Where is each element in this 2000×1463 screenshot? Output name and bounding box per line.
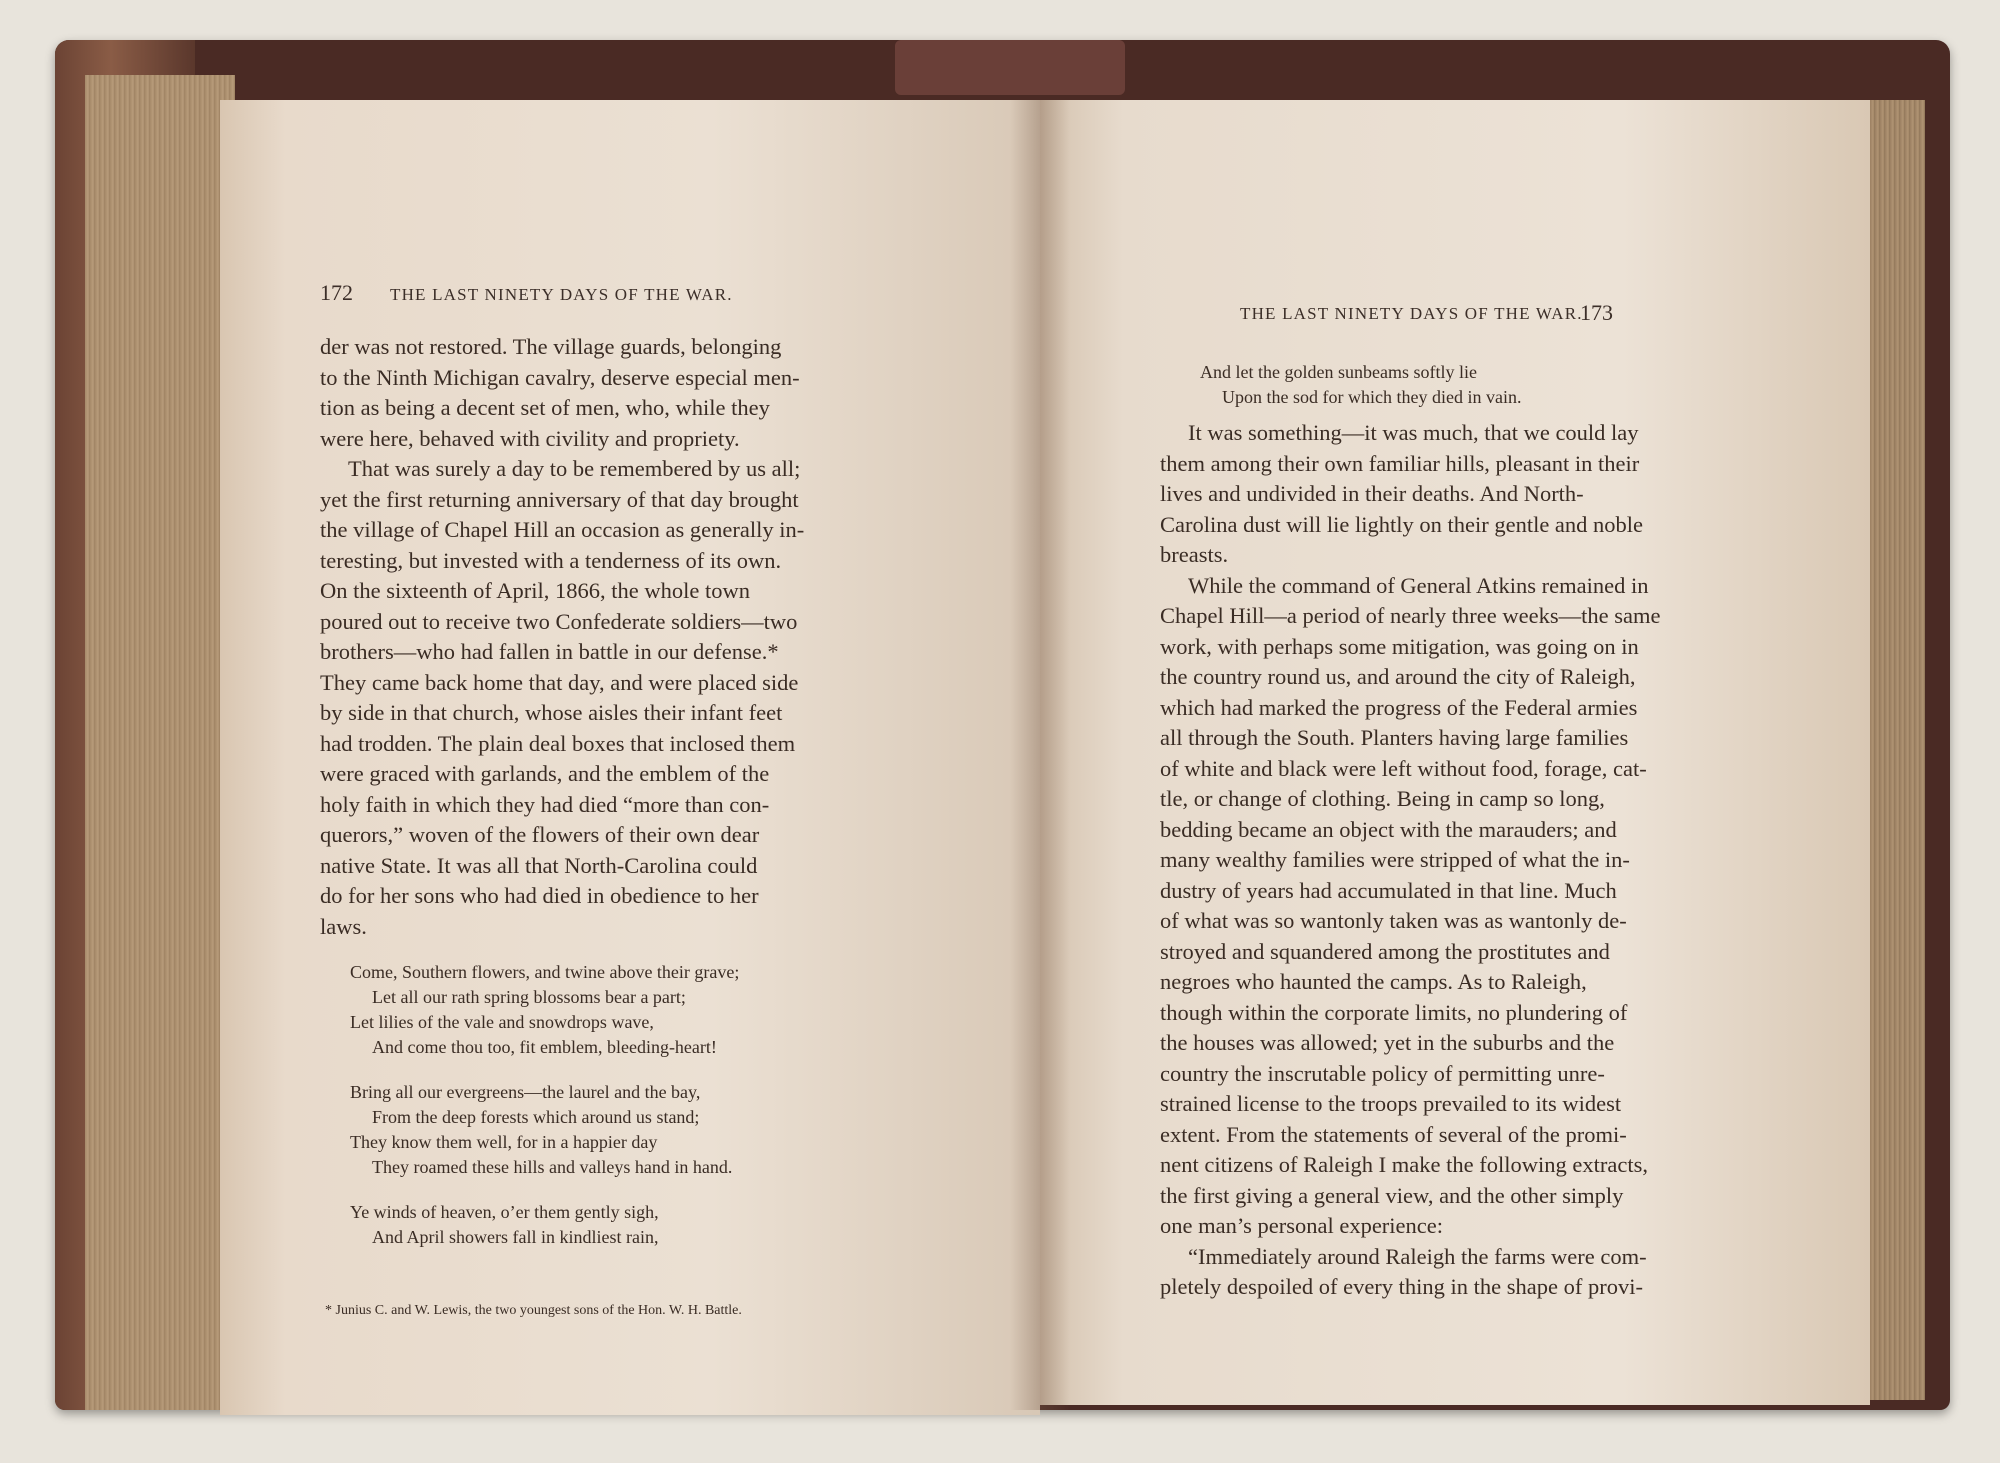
text-line: the village of Chapel Hill an occasion as generally in-	[320, 517, 805, 542]
book-gutter	[1010, 100, 1070, 1410]
verse-line: And let the golden sunbeams softly lie	[1200, 362, 1477, 382]
text-line: querors,” woven of the flowers of their own dear	[320, 822, 760, 847]
verse-line: Come, Southern flowers, and twine above their grave;	[350, 962, 740, 982]
text-line: were graced with garlands, and the emblem of the	[320, 761, 770, 786]
text-line: On the sixteenth of April, 1866, the whole town	[320, 578, 750, 603]
text-line: extent. From the statements of several of the promi-	[1160, 1121, 1627, 1147]
text-line: the country round us, and around the city of Raleigh,	[1160, 664, 1636, 689]
text-line: bedding became an object with the marauders; and	[1160, 816, 1617, 842]
text-line: though within the corporate limits, no plundering of	[1160, 999, 1628, 1025]
text-line: by side in that church, whose aisles their infant feet	[320, 700, 783, 725]
right-page	[1040, 100, 1870, 1405]
text-line: stroyed and squandered among the prostitutes and	[1160, 938, 1610, 964]
right-body-text	[1160, 418, 1780, 1303]
text-line: brothers—who had fallen in battle in our defense.*	[320, 639, 779, 664]
text-line: negroes who haunted the camps. As to Raleigh,	[1160, 969, 1587, 994]
text-line: yet the first returning anniversary of that day brought	[320, 486, 799, 512]
text-line: work, with perhaps some mitigation, was going on in	[1160, 633, 1639, 659]
text-line: all through the South. Planters having large families	[1160, 725, 1629, 750]
text-line: der was not restored. The village guards, belonging	[320, 334, 782, 359]
verse-line: They know them well, for in a happier day	[350, 1132, 658, 1152]
text-line: tion as being a decent set of men, who, while they	[320, 395, 770, 420]
verse-line: Upon the sod for which they died in vain.	[1222, 387, 1522, 407]
verse-line: And April showers fall in kindliest rain,	[372, 1227, 659, 1247]
text-line: “Immediately around Raleigh the farms were com-	[1188, 1243, 1647, 1269]
text-line: breasts.	[1160, 542, 1229, 567]
text-line: of what was so wantonly taken was as wantonly de-	[1160, 908, 1627, 933]
verse-line: Ye winds of heaven, o’er them gently sigh,	[350, 1202, 659, 1222]
text-line: holy faith in which they had died “more than con-	[320, 791, 770, 817]
text-line: That was surely a day to be remembered by us all;	[348, 456, 801, 481]
text-line: lives and undivided in their deaths. And North-	[1160, 481, 1584, 506]
left-page-number: 172	[320, 280, 353, 305]
text-line: It was something—it was much, that we could lay	[1188, 420, 1639, 445]
text-line: strained license to the troops prevailed to its widest	[1160, 1091, 1622, 1116]
text-line: them among their own familiar hills, pleasant in their	[1160, 450, 1640, 476]
left-fore-edge	[85, 75, 235, 1410]
text-line: native State. It was all that North-Carolina could	[320, 852, 758, 878]
text-line: While the command of General Atkins remained in	[1188, 572, 1649, 598]
text-line: teresting, but invested with a tenderness of its own.	[320, 547, 782, 573]
left-running-head: THE LAST NINETY DAYS OF THE WAR.	[390, 285, 733, 304]
text-line: Chapel Hill—a period of nearly three weeks—the same	[1160, 603, 1661, 628]
verse-stanza	[350, 960, 739, 1060]
text-line: poured out to receive two Confederate soldiers—two	[320, 608, 798, 634]
book-headband	[895, 40, 1125, 95]
text-line: laws.	[320, 913, 367, 939]
text-line: They came back home that day, and were placed side	[320, 669, 799, 695]
text-line: many wealthy families were stripped of what the in-	[1160, 847, 1630, 872]
text-line: were here, behaved with civility and propriety.	[320, 425, 740, 451]
right-verse	[1200, 360, 1521, 410]
text-line: nent citizens of Raleigh I make the following extracts,	[1160, 1152, 1648, 1177]
text-line: one man’s personal experience:	[1160, 1213, 1444, 1238]
left-body-text	[320, 332, 940, 942]
verse-line: Let all our rath spring blossoms bear a part;	[372, 987, 686, 1007]
verse-stanza	[350, 1200, 739, 1250]
verse-line: They roamed these hills and valleys hand in hand.	[372, 1157, 733, 1177]
left-verse	[350, 960, 739, 1270]
open-book	[55, 40, 1950, 1410]
verse-line: Let lilies of the vale and snowdrops wave,	[350, 1012, 654, 1032]
verse-stanza	[350, 1080, 739, 1180]
text-line: dustry of years had accumulated in that line. Much	[1160, 877, 1617, 903]
text-line: do for her sons who had died in obedience to her	[320, 883, 759, 908]
text-line: country the inscrutable policy of permitting unre-	[1160, 1060, 1605, 1086]
text-line: the first giving a general view, and the other simply	[1160, 1182, 1624, 1208]
text-line: pletely despoiled of every thing in the shape of provi-	[1160, 1274, 1643, 1299]
verse-line: Bring all our evergreens—the laurel and the bay,	[350, 1082, 701, 1102]
right-running-head: THE LAST NINETY DAYS OF THE WAR.	[1240, 304, 1583, 323]
text-line: tle, or change of clothing. Being in camp so long,	[1160, 786, 1605, 811]
text-line: of white and black were left without food, forage, cat-	[1160, 755, 1647, 781]
text-line: which had marked the progress of the Federal armies	[1160, 694, 1638, 720]
left-footnote: * Junius C. and W. Lewis, the two youngest sons of the Hon. W. H. Battle.	[325, 1303, 742, 1318]
verse-line: And come thou too, fit emblem, bleeding-heart!	[372, 1037, 717, 1057]
left-page	[220, 100, 1040, 1415]
right-page-number: 173	[1580, 300, 1613, 325]
verse-line: From the deep forests which around us stand;	[372, 1107, 700, 1127]
text-line: to the Ninth Michigan cavalry, deserve especial men-	[320, 364, 800, 390]
text-line: the houses was allowed; yet in the suburbs and the	[1160, 1030, 1615, 1055]
text-line: Carolina dust will lie lightly on their gentle and noble	[1160, 511, 1644, 537]
text-line: had trodden. The plain deal boxes that inclosed them	[320, 730, 796, 756]
